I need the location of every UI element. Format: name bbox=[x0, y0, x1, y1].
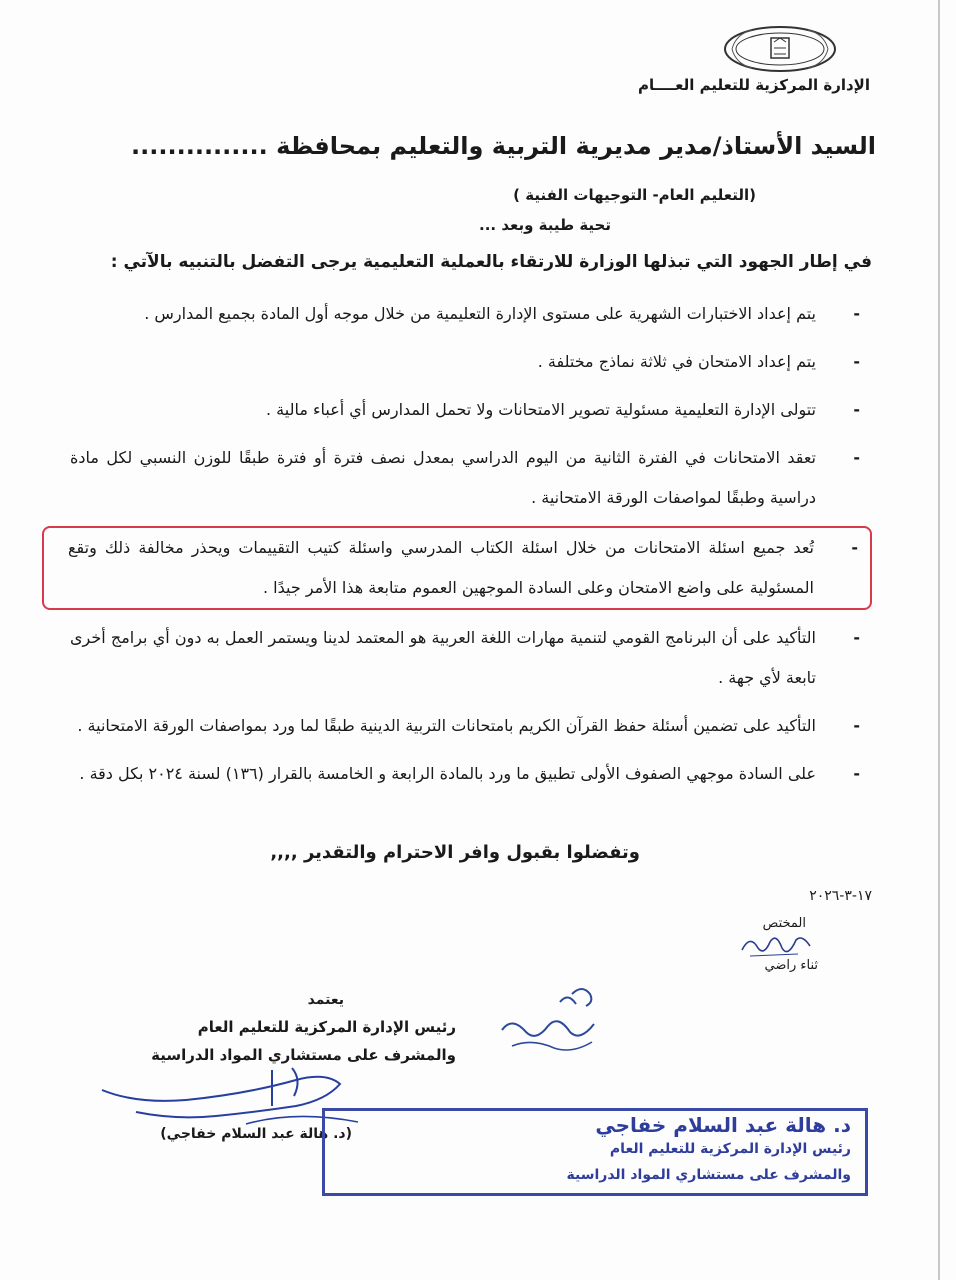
approval-label: يعتمد bbox=[307, 992, 344, 1008]
list-item-text: يتم إعداد الاختبارات الشهرية على مستوى الإدارة التعليمية من خلال موجه أول المادة بجميع المدارس . bbox=[144, 304, 816, 323]
specialist-signature bbox=[736, 926, 816, 962]
list-item bbox=[70, 438, 860, 518]
bullet-dash: - bbox=[851, 538, 858, 557]
bullet-dash: - bbox=[853, 304, 860, 323]
list-item-text: يتم إعداد الامتحان في ثلاثة نماذج مختلفة . bbox=[537, 352, 816, 371]
letter-date: ١٧-٣-٢٠٢٦ bbox=[809, 888, 872, 904]
list-item bbox=[70, 390, 860, 430]
bullet-dash: - bbox=[853, 716, 860, 735]
list-item bbox=[70, 706, 860, 746]
approver-title-line1: رئيس الإدارة المركزية للتعليم العام bbox=[197, 1018, 456, 1036]
highlighted-list-item bbox=[42, 526, 872, 610]
list-item-text: تتولى الإدارة التعليمية مسئولية تصوير الامتحانات ولا تحمل المدارس أي أعباء مالية . bbox=[265, 400, 816, 419]
list-item bbox=[70, 342, 860, 382]
list-item-text: تُعد جميع اسئلة الامتحانات من خلال اسئلة الكتاب المدرسي واسئلة كتيب التقييمات ويحذر مخالفة ذلك وتقع المسئولية على واضع الامتحان وعلى السادة الموجهين العموم متابعة هذا الأمر جيدًا . bbox=[68, 538, 814, 597]
ministry-seal-icon bbox=[722, 24, 838, 74]
closing-line: وتفضلوا بقبول وافر الاحترام والتقدير ,,,, bbox=[270, 842, 640, 863]
list-item-text: على السادة موجهي الصفوف الأولى تطبيق ما ورد بالمادة الرابعة و الخامسة بالقرار (١٣٦) لسنة ٢٠٢٤ بكل دقة . bbox=[79, 764, 816, 783]
greeting: تحية طيبة وبعد ... bbox=[479, 216, 611, 234]
bullet-dash: - bbox=[853, 764, 860, 783]
page-edge bbox=[938, 0, 940, 1280]
specialist-label: المختص bbox=[762, 916, 806, 931]
approver-name: (د. هالة عبد السلام خفاجي) bbox=[160, 1126, 352, 1142]
handwritten-note bbox=[482, 980, 612, 1060]
specialist-name: ثناء راضي bbox=[764, 958, 818, 973]
list-item-text: التأكيد على تضمين أسئلة حفظ القرآن الكريم بامتحانات التربية الدينية طبقًا لما ورد بمواصفات الورقة الامتحانية . bbox=[77, 716, 816, 735]
list-item bbox=[70, 618, 860, 698]
intro-paragraph: في إطار الجهود التي تبذلها الوزارة للارتقاء بالعملية التعليمية يرجى التفضل بالتنبيه بالآتي : bbox=[110, 252, 872, 272]
bullet-dash: - bbox=[853, 400, 860, 419]
bullet-dash: - bbox=[853, 628, 860, 647]
list-item bbox=[70, 754, 860, 794]
stamp-line2: رئيس الإدارة المركزية للتعليم العام bbox=[609, 1141, 851, 1157]
stamp-line1: د. هالة عبد السلام خفاجي bbox=[595, 1113, 851, 1137]
bullet-dash: - bbox=[853, 352, 860, 371]
subtitle: (التعليم العام- التوجيهات الفنية ) bbox=[513, 186, 756, 204]
department-name: الإدارة المركزية للتعليم العــــام bbox=[638, 76, 870, 94]
stamp-line3: والمشرف على مستشاري المواد الدراسية bbox=[566, 1167, 851, 1183]
approver-title-line2: والمشرف على مستشاري المواد الدراسية bbox=[151, 1046, 456, 1064]
recipient-line: السيد الأستاذ/مدير مديرية التربية والتعليم بمحافظة ............... bbox=[131, 132, 876, 160]
official-stamp bbox=[322, 1108, 868, 1196]
list-item bbox=[70, 294, 860, 334]
instruction-list bbox=[70, 294, 860, 802]
list-item-text: تعقد الامتحانات في الفترة الثانية من اليوم الدراسي بمعدل نصف فترة أو فترة طبقًا للوزن النسبي لكل مادة دراسية وطبقًا لمواصفات الورقة الامتحانية . bbox=[70, 448, 816, 507]
list-item-text: التأكيد على أن البرنامج القومي لتنمية مهارات اللغة العربية هو المعتمد لدينا ويستمر العمل به دون أي برامج أخرى تابعة لأي جهة . bbox=[70, 628, 816, 687]
bullet-dash: - bbox=[853, 448, 860, 467]
